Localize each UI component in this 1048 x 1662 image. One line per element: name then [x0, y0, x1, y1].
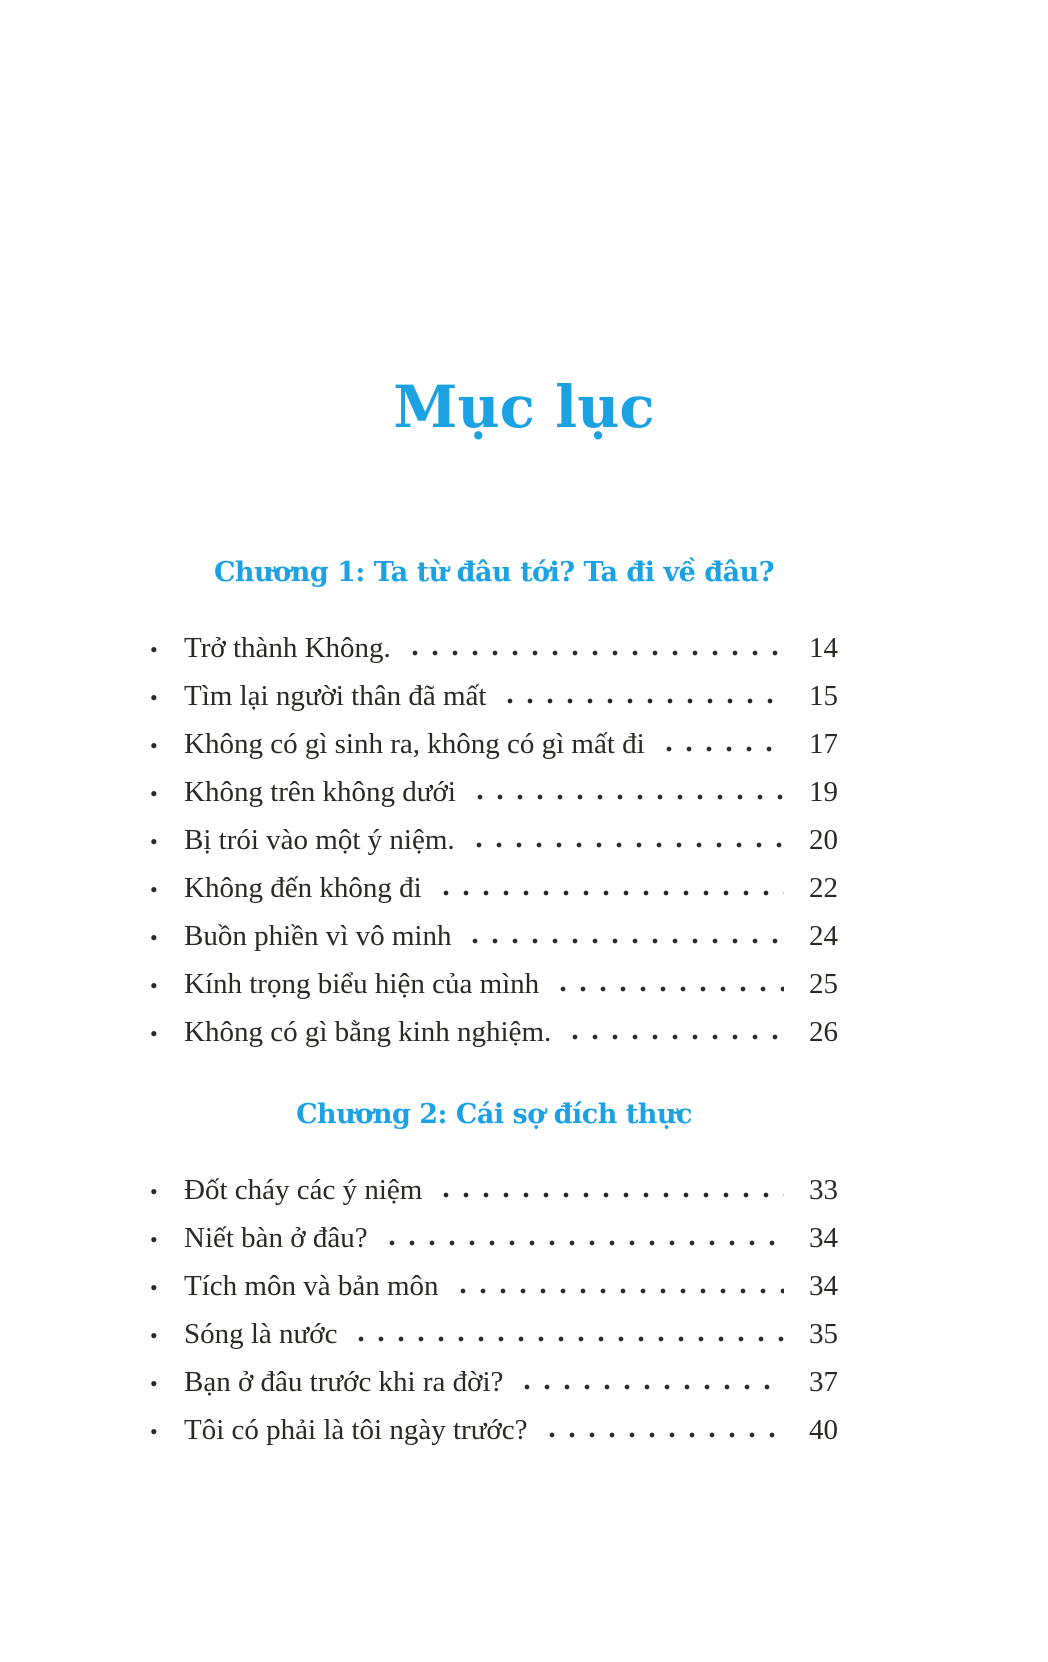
- toc-entry-title: Không có gì sinh ra, không có gì mất đi: [184, 728, 645, 760]
- toc-page-number: 25: [809, 968, 838, 1000]
- toc-entry-row: [150, 912, 838, 960]
- toc-page-number: 20: [809, 824, 838, 856]
- toc-page-number: 15: [809, 680, 838, 712]
- bullet-icon: •: [150, 973, 158, 998]
- bullet-icon: •: [150, 1323, 158, 1348]
- dot-leader: [467, 816, 784, 864]
- page-title: Mục lục: [393, 373, 655, 441]
- toc-entry-title: Trở thành Không.: [184, 632, 391, 664]
- toc-page-number: 40: [809, 1414, 838, 1446]
- toc-entry-row: [150, 1166, 838, 1214]
- bullet-icon: •: [150, 829, 158, 854]
- toc-entry-title: Không trên không dưới: [184, 776, 456, 808]
- chapter-heading: Chương 2: Cái sợ đích thực: [296, 1099, 692, 1130]
- bullet-icon: •: [150, 1021, 158, 1046]
- table-of-contents: [0, 554, 1048, 1454]
- bullet-icon: •: [150, 1275, 158, 1300]
- dot-leader: [403, 624, 784, 672]
- dot-leader: [563, 1008, 784, 1056]
- toc-entry-row: [150, 1262, 838, 1310]
- toc-entry-row: [150, 864, 838, 912]
- toc-entry-row: [150, 1406, 838, 1454]
- toc-page-number: 33: [809, 1174, 838, 1206]
- toc-page-number: 37: [809, 1366, 838, 1398]
- toc-entry-title: Tìm lại người thân đã mất: [184, 680, 487, 712]
- dot-leader: [540, 1406, 785, 1454]
- toc-page-number: 14: [809, 632, 838, 664]
- toc-entry-row: [150, 720, 838, 768]
- bullet-icon: •: [150, 685, 158, 710]
- toc-entry-title: Không có gì bằng kinh nghiệm.: [184, 1016, 552, 1048]
- toc-page-number: 34: [809, 1222, 838, 1254]
- dot-leader: [657, 720, 784, 768]
- dot-leader: [434, 864, 784, 912]
- dot-leader: [349, 1310, 784, 1358]
- bullet-icon: •: [150, 1419, 158, 1444]
- toc-entry-title: Bạn ở đâu trước khi ra đời?: [184, 1366, 504, 1398]
- toc-page-number: 17: [809, 728, 838, 760]
- dot-leader: [380, 1214, 784, 1262]
- toc-entry-title: Kính trọng biểu hiện của mình: [184, 968, 540, 1000]
- bullet-icon: •: [150, 1371, 158, 1396]
- toc-entry-title: Buồn phiền vì vô minh: [184, 920, 452, 952]
- chapter-entry-list: [150, 624, 838, 1056]
- toc-entry-title: Tích môn và bản môn: [184, 1270, 439, 1302]
- toc-page-number: 24: [809, 920, 838, 952]
- dot-leader: [498, 672, 784, 720]
- dot-leader: [434, 1166, 784, 1214]
- toc-entry-row: [150, 624, 838, 672]
- dot-leader: [463, 912, 784, 960]
- dot-leader: [551, 960, 784, 1008]
- chapter-heading: Chương 1: Ta từ đâu tới? Ta đi về đâu?: [213, 557, 775, 588]
- toc-entry-title: Bị trói vào một ý niệm.: [184, 824, 455, 856]
- dot-leader: [451, 1262, 784, 1310]
- toc-entry-title: Không đến không đi: [184, 872, 422, 904]
- toc-page-number: 35: [809, 1318, 838, 1350]
- bullet-icon: •: [150, 1227, 158, 1252]
- toc-entry-title: Niết bàn ở đâu?: [184, 1222, 368, 1254]
- toc-entry-row: [150, 1310, 838, 1358]
- bullet-icon: •: [150, 1179, 158, 1204]
- toc-entry-row: [150, 816, 838, 864]
- bullet-icon: •: [150, 781, 158, 806]
- chapter-entry-list: [150, 1166, 838, 1454]
- bullet-icon: •: [150, 877, 158, 902]
- toc-page-number: 26: [809, 1016, 838, 1048]
- toc-page-number: 22: [809, 872, 838, 904]
- toc-entry-title: Đốt cháy các ý niệm: [184, 1174, 423, 1206]
- bullet-icon: •: [150, 925, 158, 950]
- toc-entry-title: Tôi có phải là tôi ngày trước?: [184, 1414, 528, 1446]
- toc-page-number: 19: [809, 776, 838, 808]
- toc-entry-row: [150, 768, 838, 816]
- toc-entry-title: Sóng là nước: [184, 1318, 338, 1350]
- toc-page-number: 34: [809, 1270, 838, 1302]
- toc-entry-row: [150, 672, 838, 720]
- dot-leader: [468, 768, 784, 816]
- toc-entry-row: [150, 960, 838, 1008]
- toc-entry-row: [150, 1214, 838, 1262]
- toc-entry-row: [150, 1358, 838, 1406]
- dot-leader: [515, 1358, 784, 1406]
- bullet-icon: •: [150, 637, 158, 662]
- toc-entry-row: [150, 1008, 838, 1056]
- bullet-icon: •: [150, 733, 158, 758]
